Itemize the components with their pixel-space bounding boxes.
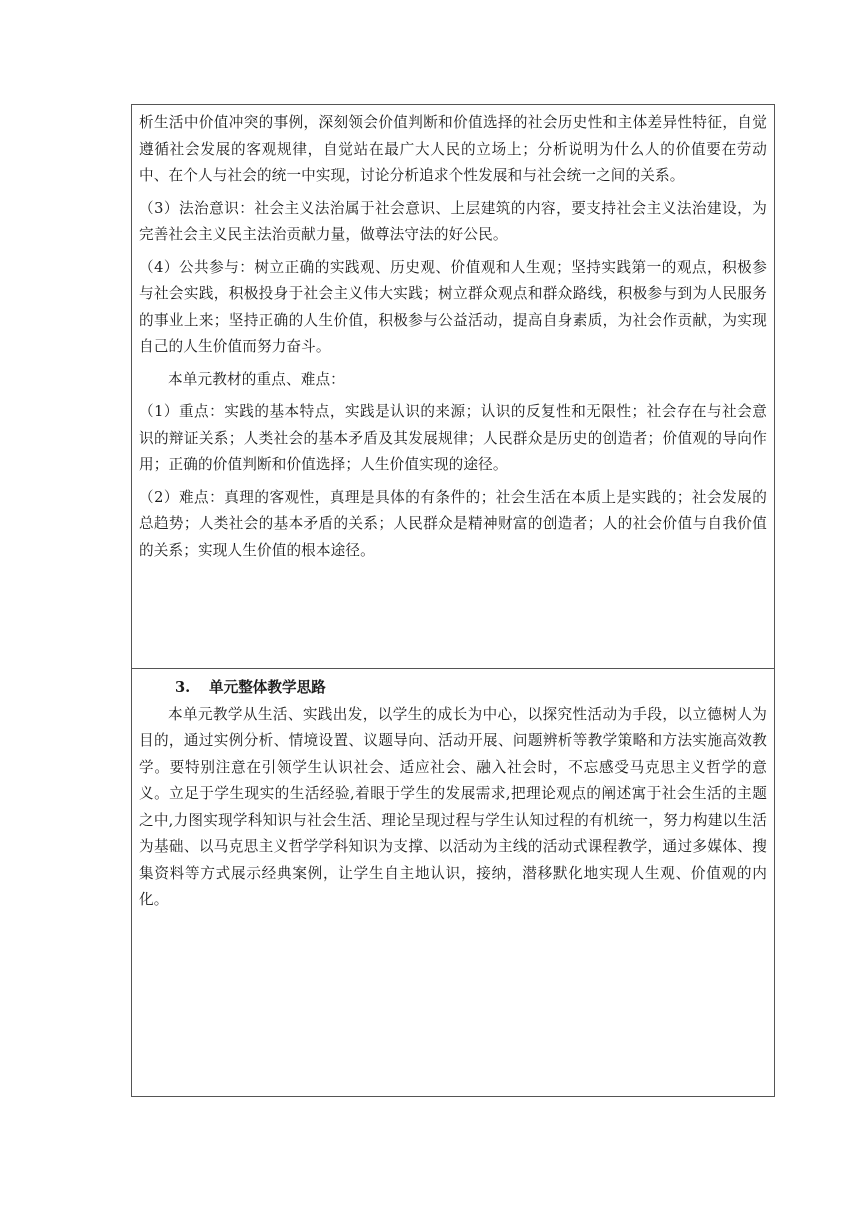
rule-of-law-paragraph: （3）法治意识：社会主义法治属于社会意识、上层建筑的内容，要支持社会主义法治建设，为完善社会主义民主法治贡献力量，做尊法守法的好公民。 bbox=[139, 199, 767, 243]
section-heading bbox=[139, 675, 767, 702]
section-title: 单元整体教学思路 bbox=[209, 679, 326, 696]
teaching-approach-cell bbox=[132, 669, 774, 1096]
document-table bbox=[131, 104, 775, 1097]
value-conflict-paragraph: 析生活中价值冲突的事例，深刻领会价值判断和价值选择的社会历史性和主体差异性特征，自觉遵循社会发展的客观规律，自觉站在最广大人民的立场上；分析说明为什么人的价值要在劳动中、在个人与社会的统一中实现，讨论分析追求个性发展和与社会统一之间的关系。 bbox=[139, 114, 767, 184]
key-points-paragraph: （1）重点：实践的基本特点，实践是认识的来源；认识的反复性和无限性；社会存在与社会意识的辩证关系；人类社会的基本矛盾及其发展规律；人民群众是历史的创造者；价值观的导向作用；正确的价值判断和价值选择；人生价值实现的途径。 bbox=[139, 403, 767, 473]
core-literacy-cell bbox=[132, 105, 774, 669]
public-participation-paragraph: （4）公共参与：树立正确的实践观、历史观、价值观和人生观；坚持实践第一的观点，积极参与社会实践，积极投身于社会主义伟大实践；树立群众观点和群众路线，积极参与到为人民服务的事业上来；坚持正确的人生价值，积极参与公益活动，提高自身素质，为社会作贡献，为实现自己的人生价值而努力奋斗。 bbox=[139, 258, 767, 355]
key-difficult-title: 本单元教材的重点、难点： bbox=[168, 370, 345, 388]
teaching-approach-paragraph: 本单元教学从生活、实践出发，以学生的成长为中心，以探究性活动为手段，以立德树人为目的，通过实例分析、情境设置、议题导向、活动开展、问题辨析等教学策略和方法实施高效教学。要特别注意在引领学生认识社会、适应社会、融入社会时，不忘感受马克思主义哲学的意义。立足于学生现实的生活经验,着眼于学生的发展需求,把理论观点的阐述寓于社会生活的主题之中,力图实现学科知识与社会生活、理论呈现过程与学生认知过程的有机统一，努力构建以生活为基础、以马克思主义哲学学科知识为支撑、以活动为主线的活动式课程教学，通过多媒体、搜集资料等方式展示经典案例，让学生自主地认识，接纳，潜移默化地实现人生观、价值观的内化。 bbox=[139, 705, 767, 908]
difficult-points-paragraph: （2）难点：真理的客观性，真理是具体的有条件的；社会生活在本质上是实践的；社会发展的总趋势；人类社会的基本矛盾的关系；人民群众是精神财富的创造者；人的社会价值与自我价值的关系；实现人生价值的根本途径。 bbox=[139, 488, 767, 559]
section-number: 3. bbox=[175, 679, 191, 696]
